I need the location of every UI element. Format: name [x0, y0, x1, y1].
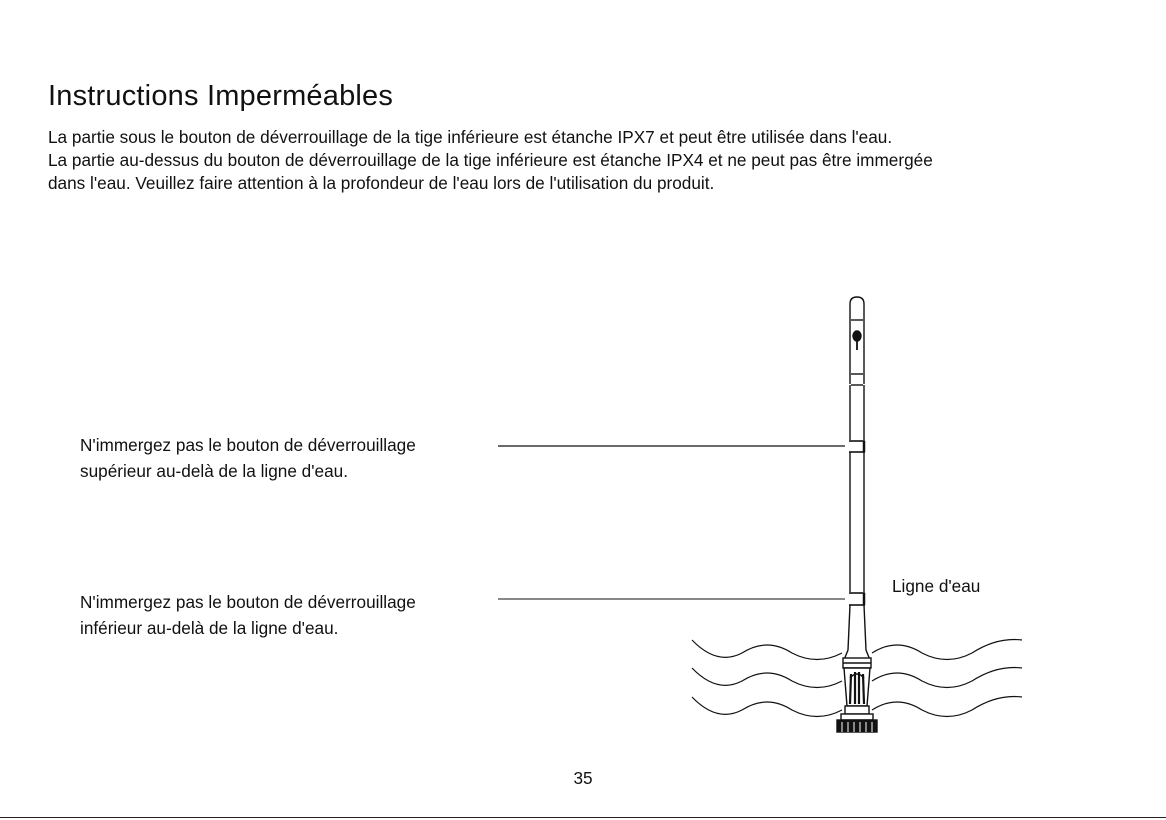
waterline-label: Ligne d'eau	[892, 576, 981, 596]
bottom-divider	[0, 817, 1166, 818]
intro-paragraph-line-2: La partie au-dessus du bouton de déverrouillage de la tige inférieure est étanche IPX4 et ne peut pas être immergée	[48, 150, 933, 170]
callout-upper-line-2: supérieur au-delà de la ligne d'eau.	[80, 461, 348, 481]
intro-paragraph-line-1: La partie sous le bouton de déverrouillage de la tige inférieure est étanche IPX7 et peut être utilisée dans l'eau.	[48, 127, 893, 147]
callout-lower-line-1: N'immergez pas le bouton de déverrouillage	[80, 592, 416, 612]
callout-lower-line-2: inférieur au-delà de la ligne d'eau.	[80, 618, 339, 638]
intro-paragraph-line-3: dans l'eau. Veuillez faire attention à la profondeur de l'eau lors de l'utilisation du produit.	[48, 173, 715, 193]
page-title: Instructions Imperméables	[48, 80, 394, 112]
pole-icon	[837, 297, 877, 732]
page-number: 35	[573, 768, 593, 788]
callout-upper-line-1: N'immergez pas le bouton de déverrouillage	[80, 435, 416, 455]
